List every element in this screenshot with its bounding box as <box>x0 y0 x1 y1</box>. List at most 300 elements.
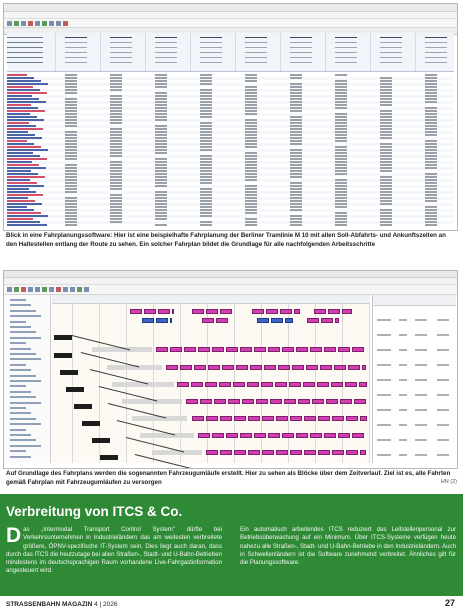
departure-time <box>335 218 347 220</box>
toolbar-icon <box>35 287 40 292</box>
departure-time <box>380 95 392 97</box>
departure-time <box>245 155 257 157</box>
vehicle-block-trip <box>254 433 266 438</box>
departure-time <box>200 74 212 76</box>
info-box-column-right <box>240 526 456 567</box>
departure-time <box>335 137 347 139</box>
stop-name <box>7 101 46 103</box>
departure-time <box>335 89 347 91</box>
departure-time <box>200 143 212 145</box>
departure-time <box>65 104 77 106</box>
vehicle-block-trip <box>282 347 294 352</box>
stop-name <box>7 143 34 145</box>
departure-time <box>290 161 302 163</box>
departure-time <box>65 182 77 184</box>
footer-magazine <box>6 601 118 608</box>
departure-time <box>245 218 257 220</box>
block-list-item <box>10 375 36 377</box>
departure-time <box>65 155 77 157</box>
block-list-item <box>10 364 26 366</box>
header-cell-line <box>290 37 312 38</box>
header-cell-line <box>290 57 312 58</box>
departure-time <box>110 164 122 166</box>
block-list-item <box>10 385 26 387</box>
departure-time <box>425 221 437 223</box>
departure-time <box>200 113 212 115</box>
stop-name <box>7 89 40 91</box>
departure-time <box>245 86 257 88</box>
departure-time <box>380 179 392 181</box>
vehicle-block-trip <box>340 399 352 404</box>
stop-name <box>7 92 47 94</box>
departure-time <box>200 140 212 142</box>
departure-time <box>335 224 347 226</box>
block-list-item <box>10 429 26 431</box>
stop-name <box>7 95 32 97</box>
header-label-line <box>7 37 43 38</box>
stop-name <box>7 182 37 184</box>
departure-time <box>155 119 167 121</box>
dropcap: D <box>6 524 22 547</box>
departure-time <box>425 149 437 151</box>
block-list-item <box>10 315 41 317</box>
departure-time <box>290 119 302 121</box>
detail-cell <box>377 334 391 336</box>
header-cell-line <box>65 37 87 38</box>
departure-time <box>65 200 77 202</box>
vehicle-block-trip <box>220 450 232 455</box>
departure-time <box>290 215 302 217</box>
departure-time <box>425 131 437 133</box>
departure-time <box>155 173 167 175</box>
header-cell-line <box>110 47 132 48</box>
departure-time <box>110 122 122 124</box>
departure-time <box>290 86 302 88</box>
departure-time <box>425 95 437 97</box>
departure-time <box>290 191 302 193</box>
vehicle-block-trip <box>332 450 344 455</box>
block-list-item <box>10 310 36 312</box>
departure-time <box>155 224 167 226</box>
header-cell-line <box>335 37 357 38</box>
departure-time <box>155 203 167 205</box>
vehicle-block-trip <box>264 365 276 370</box>
departure-time <box>65 92 77 94</box>
header-label-line <box>7 52 43 53</box>
departure-time <box>65 113 77 115</box>
vehicle-block-trip <box>312 399 324 404</box>
departure-time <box>65 143 77 145</box>
departure-time <box>65 86 77 88</box>
departure-time <box>335 125 347 127</box>
vehicle-block-trip <box>180 365 192 370</box>
departure-time <box>155 77 167 79</box>
departure-time <box>290 167 302 169</box>
departure-time <box>380 161 392 163</box>
departure-time <box>335 98 347 100</box>
departure-time <box>335 164 347 166</box>
header-cell-line <box>110 57 132 58</box>
departure-time <box>65 179 77 181</box>
gantt-grid-line <box>72 303 73 463</box>
stop-name <box>7 191 36 193</box>
detail-cell <box>415 349 427 351</box>
vehicle-block-trip <box>156 347 168 352</box>
vehicle-block-trip <box>275 382 287 387</box>
toolbar-icon <box>56 287 61 292</box>
departure-time <box>65 215 77 217</box>
departure-time <box>65 224 77 226</box>
vehicle-block-trip <box>321 318 333 323</box>
departure-time <box>335 221 347 223</box>
departure-time <box>200 212 212 214</box>
vehicle-block-trip <box>130 309 142 314</box>
toolbar-icon <box>21 21 26 26</box>
departure-time <box>425 179 437 181</box>
departure-time <box>335 191 347 193</box>
detail-cell <box>399 424 407 426</box>
departure-time <box>245 137 257 139</box>
departure-time <box>110 86 122 88</box>
departure-time <box>290 194 302 196</box>
departure-time <box>65 173 77 175</box>
header-cell-line <box>380 37 402 38</box>
vehicle-block-trip <box>144 309 156 314</box>
stop-name <box>7 104 31 106</box>
detail-cell <box>437 439 449 441</box>
departure-time <box>110 140 122 142</box>
vehicle-block-trip <box>240 347 252 352</box>
detail-cell <box>377 424 391 426</box>
departure-time <box>425 188 437 190</box>
departure-time <box>155 86 167 88</box>
departure-time <box>425 113 437 115</box>
departure-time <box>425 101 437 103</box>
header-cell-line <box>200 37 222 38</box>
departure-time <box>200 107 212 109</box>
detail-cell <box>399 394 407 396</box>
stop-name <box>7 173 38 175</box>
vehicle-block-trip <box>298 399 310 404</box>
departure-time <box>200 206 212 208</box>
timetable-column-divider <box>325 33 326 71</box>
departure-time <box>110 143 122 145</box>
stop-name <box>7 209 34 211</box>
departure-time <box>200 146 212 148</box>
stop-name <box>7 221 40 223</box>
departure-time <box>65 164 77 166</box>
departure-time <box>380 143 392 145</box>
vehicle-block-trip <box>222 365 234 370</box>
departure-time <box>380 152 392 154</box>
details-table-header <box>373 295 456 306</box>
header-cell-line <box>335 57 357 58</box>
header-cell-line <box>425 42 447 43</box>
departure-time <box>65 134 77 136</box>
header-label-line <box>7 62 43 63</box>
departure-time <box>380 113 392 115</box>
header-cell-line <box>200 42 222 43</box>
departure-time <box>110 218 122 220</box>
departure-time <box>65 80 77 82</box>
stop-name <box>7 137 42 139</box>
detail-cell <box>415 319 427 321</box>
departure-time <box>380 209 392 211</box>
vehicle-block-trip <box>318 450 330 455</box>
page-number: 27 <box>444 598 455 608</box>
departure-time <box>200 224 212 226</box>
vehicle-block-trip <box>200 399 212 404</box>
vehicle-block-trip <box>214 399 226 404</box>
departure-time <box>380 80 392 82</box>
detail-cell <box>399 334 407 336</box>
vehicle-block-trip <box>324 433 336 438</box>
departure-time <box>200 176 212 178</box>
departure-time <box>200 209 212 211</box>
detail-cell <box>377 439 391 441</box>
vehicle-block-trip <box>303 382 315 387</box>
departure-time <box>335 215 347 217</box>
detail-cell <box>377 379 391 381</box>
departure-time <box>380 83 392 85</box>
detail-cell <box>415 334 427 336</box>
timetable-column-divider <box>100 33 101 71</box>
departure-time <box>380 146 392 148</box>
departure-time <box>380 176 392 178</box>
departure-time <box>290 200 302 202</box>
vehicle-block-trip <box>282 433 294 438</box>
vehicle-block-trip <box>354 399 366 404</box>
departure-time <box>110 152 122 154</box>
departure-time <box>245 158 257 160</box>
header-cell-line <box>335 62 357 63</box>
departure-time <box>110 179 122 181</box>
vehicle-block-trip <box>276 450 288 455</box>
departure-time <box>65 203 77 205</box>
window-title-bar <box>4 271 457 278</box>
departure-time <box>290 74 302 76</box>
vehicle-block-trip <box>170 347 182 352</box>
detail-cell <box>399 364 407 366</box>
header-cell-line <box>65 52 87 53</box>
departure-time <box>380 218 392 220</box>
departure-time <box>155 191 167 193</box>
info-box-column-left <box>6 526 222 576</box>
departure-time <box>65 83 77 85</box>
vehicle-block-trip <box>310 347 322 352</box>
header-cell-line <box>425 52 447 53</box>
stop-name <box>7 140 27 142</box>
departure-time <box>245 206 257 208</box>
departure-time <box>110 98 122 100</box>
stop-name <box>7 134 35 136</box>
departure-time <box>245 119 257 121</box>
stop-name <box>7 110 45 112</box>
vehicle-block-trip <box>289 382 301 387</box>
block-list-item <box>10 407 26 409</box>
departure-time <box>200 158 212 160</box>
vehicle-block-trip <box>268 347 280 352</box>
departure-time <box>425 161 437 163</box>
vehicle-block-trip <box>317 382 329 387</box>
header-cell-line <box>200 62 222 63</box>
timetable-column-divider <box>190 33 191 71</box>
departure-time <box>65 152 77 154</box>
departure-time <box>335 170 347 172</box>
toolbar <box>4 285 457 295</box>
departure-time <box>335 116 347 118</box>
departure-time <box>110 74 122 76</box>
departure-time <box>110 155 122 157</box>
vehicle-block-trip <box>294 309 300 314</box>
stop-name <box>7 155 40 157</box>
detail-cell <box>399 439 407 441</box>
departure-time <box>110 167 122 169</box>
block-list-item <box>10 337 41 339</box>
departure-time <box>380 167 392 169</box>
header-cell-line <box>110 37 132 38</box>
header-cell-line <box>155 37 177 38</box>
departure-time <box>245 164 257 166</box>
timetable-screenshot <box>3 3 458 231</box>
departure-time <box>110 185 122 187</box>
vehicle-block-trip <box>206 416 218 421</box>
vehicle-block-trip <box>194 365 206 370</box>
departure-time <box>380 188 392 190</box>
departure-time <box>110 212 122 214</box>
departure-time <box>245 122 257 124</box>
issue-number: 4 | 2026 <box>94 601 118 608</box>
departure-time <box>380 149 392 151</box>
departure-time <box>110 128 122 130</box>
block-list-item <box>10 434 31 436</box>
departure-time <box>245 128 257 130</box>
vehicle-block-trip <box>250 365 262 370</box>
header-cell-line <box>290 52 312 53</box>
departure-time <box>380 194 392 196</box>
vehicle-block-trip <box>166 365 178 370</box>
vehicle-block-trip <box>248 450 260 455</box>
departure-time <box>200 92 212 94</box>
departure-time <box>200 200 212 202</box>
departure-time <box>245 92 257 94</box>
vehicle-block-trip <box>234 416 246 421</box>
header-cell-line <box>425 37 447 38</box>
vehicle-block-trip <box>177 382 189 387</box>
departure-time <box>110 149 122 151</box>
departure-time <box>335 101 347 103</box>
vehicle-block-trip <box>198 347 210 352</box>
vehicle-block-trip <box>348 365 360 370</box>
header-label-line <box>7 47 43 48</box>
departure-time <box>65 170 77 172</box>
pull-out-trip <box>140 433 194 438</box>
stop-name <box>7 128 43 130</box>
header-cell-line <box>245 62 267 63</box>
departure-time <box>65 101 77 103</box>
departure-time <box>155 92 167 94</box>
departure-time <box>290 83 302 85</box>
vehicle-block-trip <box>362 365 366 370</box>
departure-time <box>155 80 167 82</box>
departure-time <box>155 116 167 118</box>
block-start-marker <box>82 421 100 426</box>
departure-time <box>155 185 167 187</box>
toolbar-icon <box>35 21 40 26</box>
departure-time <box>155 218 167 220</box>
departure-time <box>245 194 257 196</box>
departure-time <box>245 143 257 145</box>
departure-time <box>425 143 437 145</box>
departure-time <box>245 107 257 109</box>
departure-time <box>110 110 122 112</box>
departure-time <box>290 173 302 175</box>
departure-time <box>110 116 122 118</box>
stop-name <box>7 158 47 160</box>
departure-time <box>425 164 437 166</box>
vehicle-block-trip <box>342 309 352 314</box>
block-start-marker <box>66 387 84 392</box>
vehicle-block-trip <box>326 399 338 404</box>
departure-time <box>425 77 437 79</box>
block-list-item <box>10 348 31 350</box>
departure-time <box>200 98 212 100</box>
vehicle-block-trip <box>332 416 344 421</box>
departure-time <box>425 92 437 94</box>
departure-time <box>425 191 437 193</box>
departure-time <box>425 176 437 178</box>
header-cell-line <box>335 47 357 48</box>
departure-time <box>155 125 167 127</box>
vehicle-block-trip <box>334 365 346 370</box>
departure-time <box>335 122 347 124</box>
departure-time <box>290 155 302 157</box>
departure-time <box>425 110 437 112</box>
block-list-item <box>10 396 36 398</box>
departure-time <box>425 86 437 88</box>
departure-time <box>245 179 257 181</box>
stop-name <box>7 98 39 100</box>
departure-time <box>425 107 437 109</box>
departure-time <box>380 164 392 166</box>
departure-time <box>200 101 212 103</box>
stop-name <box>7 218 33 220</box>
departure-time <box>155 182 167 184</box>
vehicle-block-trip <box>216 318 228 323</box>
block-start-marker <box>54 335 72 340</box>
departure-time <box>380 215 392 217</box>
departure-time <box>245 77 257 79</box>
departure-time <box>245 176 257 178</box>
timetable-column-divider <box>55 33 56 71</box>
header-cell-line <box>425 62 447 63</box>
vehicle-block-trip <box>276 416 288 421</box>
departure-time <box>425 89 437 91</box>
departure-time <box>290 131 302 133</box>
departure-time <box>335 206 347 208</box>
departure-time <box>200 125 212 127</box>
departure-time <box>155 158 167 160</box>
stop-name <box>7 203 42 205</box>
departure-time <box>245 95 257 97</box>
stop-name <box>7 200 35 202</box>
stop-name <box>7 86 33 88</box>
departure-time <box>425 158 437 160</box>
departure-time <box>245 89 257 91</box>
header-cell-line <box>380 52 402 53</box>
departure-time <box>290 137 302 139</box>
caption-vehicle-schedule <box>6 469 457 487</box>
